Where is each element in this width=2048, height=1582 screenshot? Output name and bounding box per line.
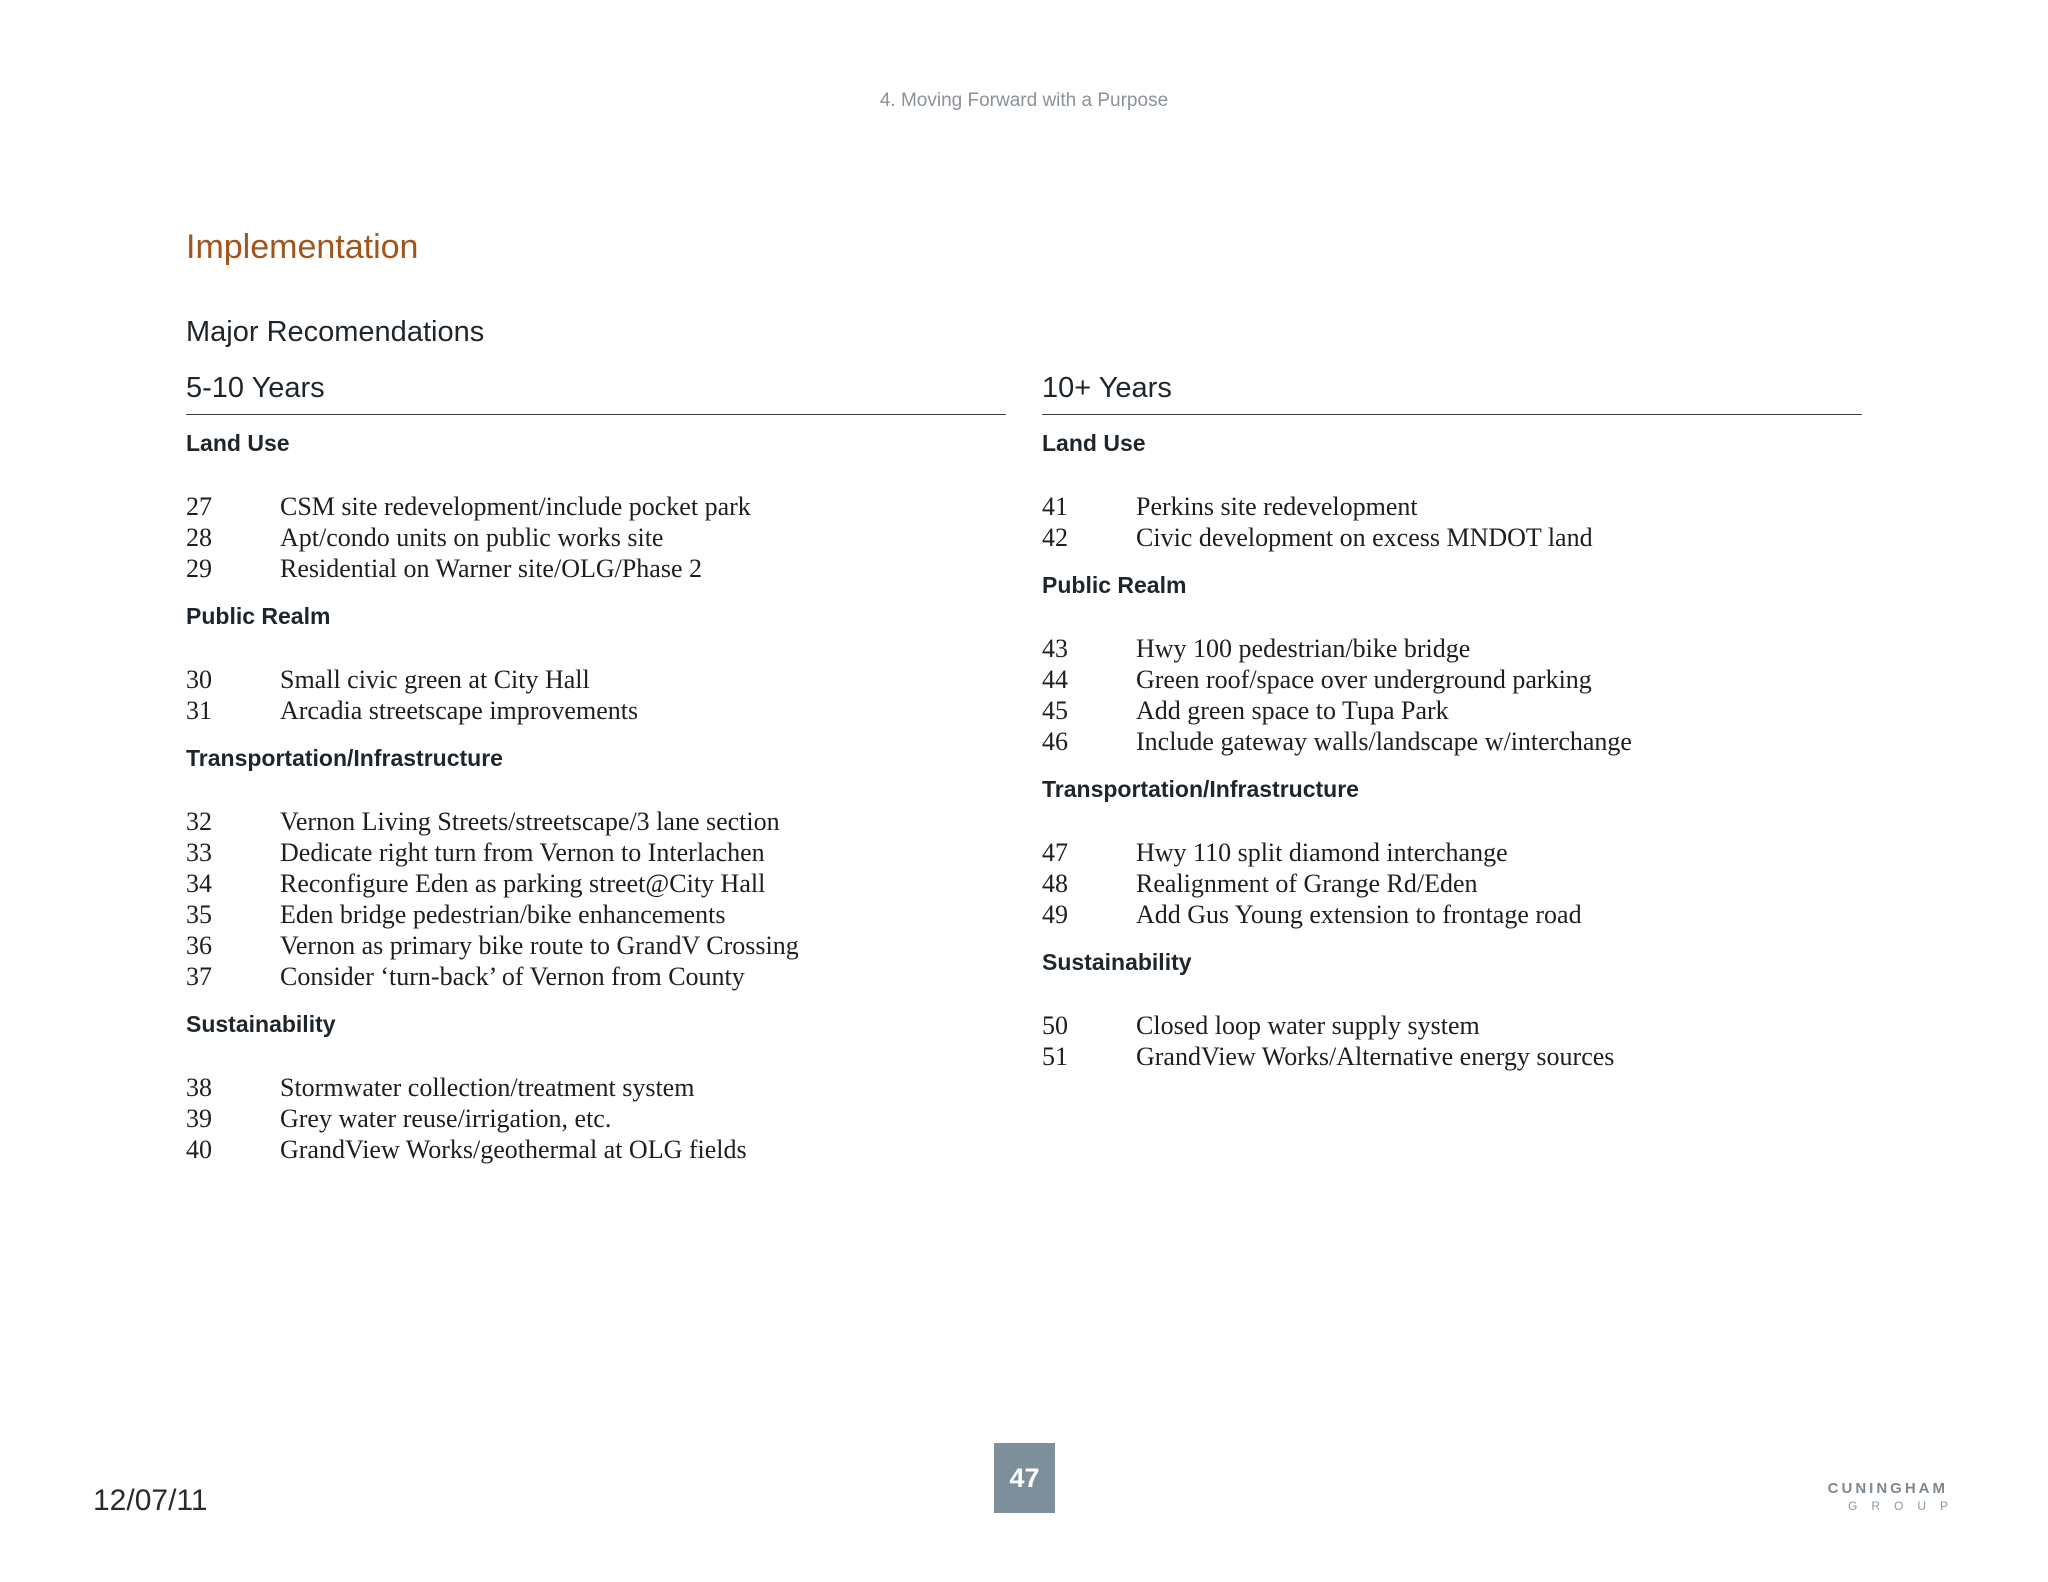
recommendation-item	[1042, 695, 1862, 726]
recommendation-item	[186, 899, 1006, 930]
recommendation-item	[186, 1103, 1006, 1134]
category-heading: Land Use	[186, 430, 290, 456]
item-text: GrandView Works/geothermal at OLG fields	[280, 1135, 747, 1164]
item-text: Arcadia streetscape improvements	[280, 696, 639, 725]
item-number: 36	[186, 931, 212, 960]
category-heading: Public Realm	[1042, 572, 1187, 598]
item-text: Stormwater collection/treatment system	[280, 1073, 695, 1102]
item-text: Vernon as primary bike route to GrandV Crossing	[280, 931, 799, 960]
item-text: Hwy 110 split diamond interchange	[1136, 838, 1508, 867]
category-heading: Land Use	[1042, 430, 1146, 456]
item-text: Include gateway walls/landscape w/interchange	[1136, 727, 1632, 756]
item-number: 39	[186, 1104, 212, 1133]
item-text: Green roof/space over underground parking	[1136, 665, 1592, 694]
category-heading: Transportation/Infrastructure	[1042, 776, 1359, 802]
recommendation-item	[1042, 522, 1862, 553]
page-number-badge: 47	[994, 1443, 1055, 1513]
item-text: Realignment of Grange Rd/Eden	[1136, 869, 1478, 898]
item-number: 42	[1042, 523, 1068, 552]
item-number: 34	[186, 869, 212, 898]
item-text: Consider ‘turn-back’ of Vernon from County	[280, 962, 745, 991]
item-number: 50	[1042, 1011, 1068, 1040]
document-date: 12/07/11	[93, 1484, 208, 1517]
cuningham-group-logo	[1822, 1480, 1962, 1513]
item-text: Eden bridge pedestrian/bike enhancements	[280, 900, 726, 929]
item-text: Closed loop water supply system	[1136, 1011, 1480, 1040]
recommendation-item	[186, 806, 1006, 837]
item-number: 47	[1042, 838, 1068, 867]
recommendation-item	[186, 1072, 1006, 1103]
item-text: Vernon Living Streets/streetscape/3 lane section	[280, 807, 780, 836]
recommendation-list	[1042, 837, 1862, 930]
logo-wordmark: CUNINGHAM	[1827, 1480, 1948, 1497]
item-text: Apt/condo units on public works site	[280, 523, 664, 552]
item-text: Civic development on excess MNDOT land	[1136, 523, 1593, 552]
item-number: 29	[186, 554, 212, 583]
item-number: 44	[1042, 665, 1068, 694]
recommendation-item	[1042, 837, 1862, 868]
recommendation-item	[1042, 899, 1862, 930]
recommendation-item	[186, 664, 1006, 695]
recommendation-item	[186, 491, 1006, 522]
item-number: 43	[1042, 634, 1068, 663]
item-number: 38	[186, 1073, 212, 1102]
item-text: Dedicate right turn from Vernon to Interlachen	[280, 838, 765, 867]
item-text: Hwy 100 pedestrian/bike bridge	[1136, 634, 1471, 663]
item-text: Add Gus Young extension to frontage road	[1136, 900, 1582, 929]
item-number: 51	[1042, 1042, 1068, 1071]
item-number: 32	[186, 807, 212, 836]
item-number: 35	[186, 900, 212, 929]
recommendation-list	[186, 664, 1006, 726]
chapter-header: 4. Moving Forward with a Purpose	[879, 90, 1169, 111]
recommendation-item	[186, 522, 1006, 553]
recommendation-list	[1042, 491, 1862, 553]
logo-subtext: GROUP	[1847, 1499, 1962, 1513]
item-text: Perkins site redevelopment	[1136, 492, 1418, 521]
item-number: 40	[186, 1135, 212, 1164]
column-heading: 10+ Years	[1042, 372, 1862, 415]
category-heading: Transportation/Infrastructure	[186, 745, 503, 771]
item-number: 28	[186, 523, 212, 552]
item-number: 37	[186, 962, 212, 991]
page-title: Implementation	[186, 228, 419, 266]
recommendation-item	[1042, 726, 1862, 757]
recommendation-list	[186, 806, 1006, 992]
recommendation-item	[1042, 633, 1862, 664]
item-text: Reconfigure Eden as parking street@City Hall	[280, 869, 766, 898]
item-text: GrandView Works/Alternative energy sources	[1136, 1042, 1615, 1071]
item-text: CSM site redevelopment/include pocket park	[280, 492, 751, 521]
recommendation-list	[1042, 633, 1862, 757]
recommendation-list	[186, 1072, 1006, 1165]
recommendation-item	[186, 553, 1006, 584]
item-number: 46	[1042, 727, 1068, 756]
item-number: 31	[186, 696, 212, 725]
recommendation-item	[186, 961, 1006, 992]
item-number: 41	[1042, 492, 1068, 521]
item-number: 45	[1042, 696, 1068, 725]
recommendation-item	[1042, 868, 1862, 899]
recommendation-list	[186, 491, 1006, 584]
category-heading: Public Realm	[186, 603, 331, 629]
item-number: 48	[1042, 869, 1068, 898]
column-heading: 5-10 Years	[186, 372, 1006, 415]
recommendation-list	[1042, 1010, 1862, 1072]
category-heading: Sustainability	[186, 1011, 336, 1037]
item-number: 27	[186, 492, 212, 521]
category-heading: Sustainability	[1042, 949, 1192, 975]
column-5-10-years	[186, 372, 1006, 1183]
item-text: Small civic green at City Hall	[280, 665, 590, 694]
recommendation-item	[1042, 491, 1862, 522]
item-text: Grey water reuse/irrigation, etc.	[280, 1104, 612, 1133]
item-text: Add green space to Tupa Park	[1136, 696, 1449, 725]
recommendation-item	[1042, 664, 1862, 695]
page-subtitle: Major Recomendations	[186, 316, 485, 348]
recommendation-item	[186, 930, 1006, 961]
item-number: 30	[186, 665, 212, 694]
recommendation-item	[186, 1134, 1006, 1165]
recommendation-item	[186, 868, 1006, 899]
recommendation-item	[1042, 1010, 1862, 1041]
item-text: Residential on Warner site/OLG/Phase 2	[280, 554, 703, 583]
column-10-plus-years	[1042, 372, 1862, 1090]
item-number: 49	[1042, 900, 1068, 929]
recommendation-item	[186, 695, 1006, 726]
recommendation-item	[1042, 1041, 1862, 1072]
recommendation-item	[186, 837, 1006, 868]
item-number: 33	[186, 838, 212, 867]
